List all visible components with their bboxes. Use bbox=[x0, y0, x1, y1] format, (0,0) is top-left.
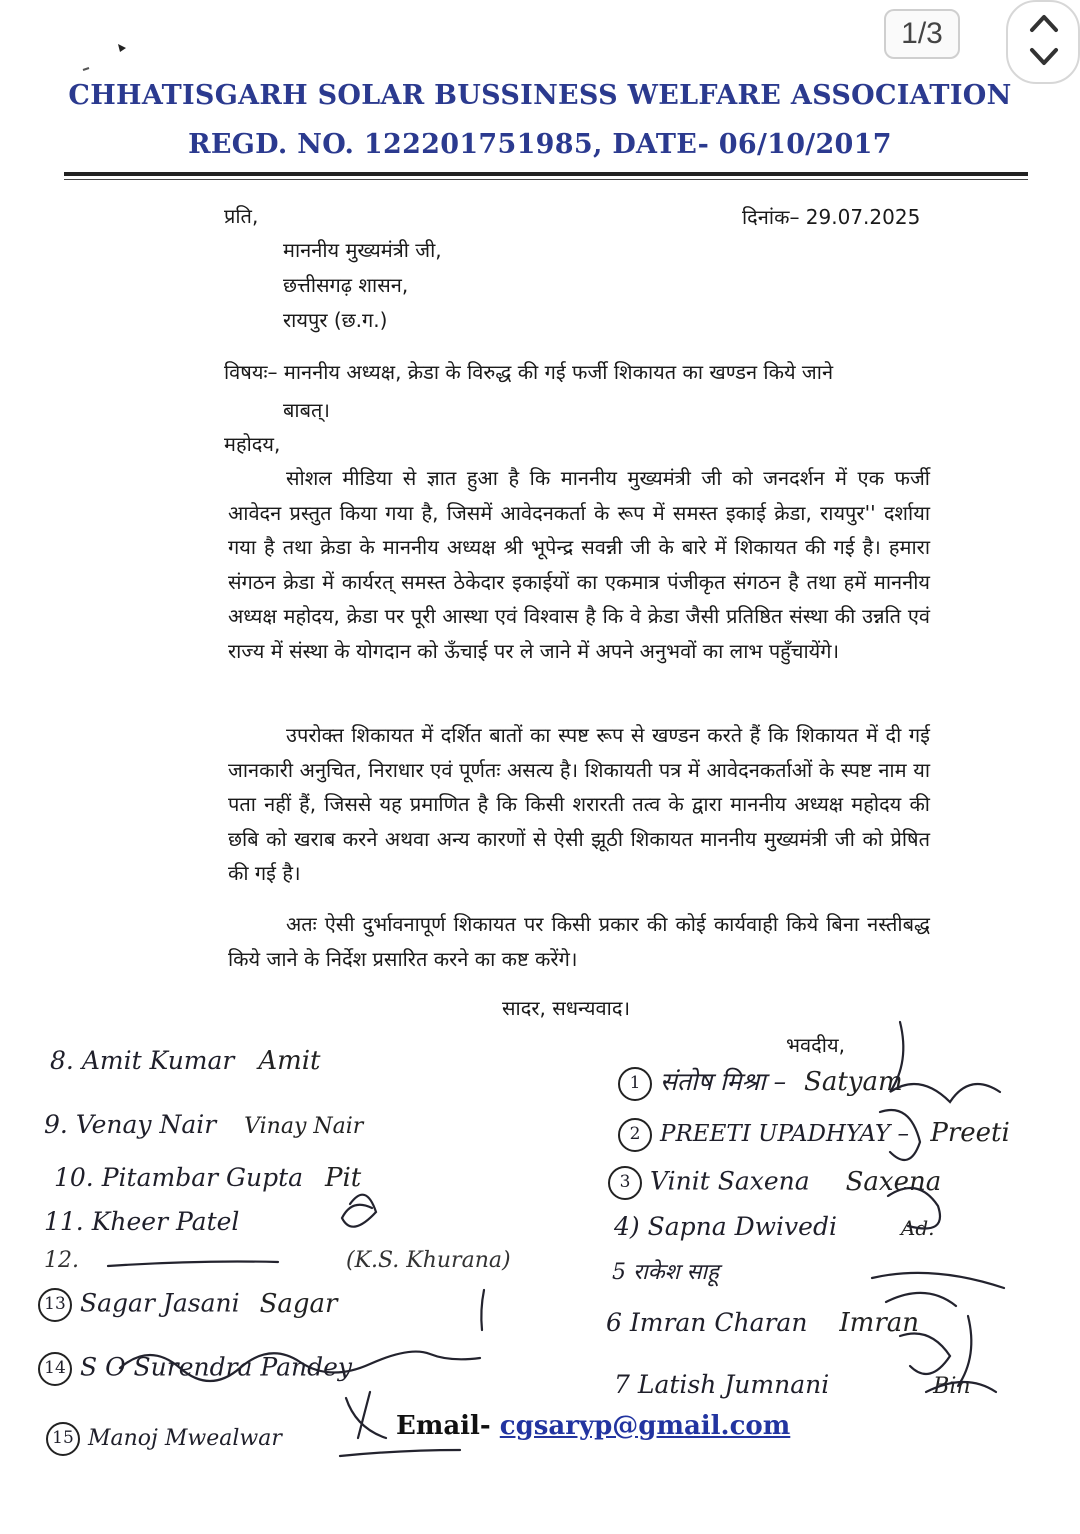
signatory-2: 2 PREETI UPADHYAY – Preeti bbox=[618, 1118, 1010, 1152]
signatory-4: 4) Sapna Dwivedi Ad. bbox=[614, 1212, 935, 1241]
subject-line-2: बाबत्। bbox=[283, 398, 330, 422]
signatory-14: 14 S O Surendra Pandey bbox=[38, 1352, 352, 1386]
recipient-line-1: माननीय मुख्यमंत्री जी, bbox=[283, 238, 442, 262]
signatory-7: 7 Latish Jumnani Bin bbox=[614, 1370, 971, 1399]
footer-email bbox=[396, 1411, 790, 1441]
recipient-line-3: रायपुर (छ.ग.) bbox=[283, 308, 388, 332]
signature: Bin bbox=[933, 1374, 971, 1399]
signatory-9: 9. Venay Nair Vinay Nair bbox=[44, 1110, 364, 1139]
signatory-8: 8. Amit Kumar Amit bbox=[50, 1046, 321, 1076]
organization-name: CHHATISGARH SOLAR BUSSINESS WELFARE ASSOCIATION bbox=[68, 80, 1012, 111]
signatory-11: 11. Kheer Patel bbox=[44, 1207, 240, 1236]
signature: Amit bbox=[258, 1046, 321, 1076]
to-label: प्रति, bbox=[224, 204, 259, 228]
signature: Imran bbox=[839, 1308, 919, 1338]
signature: Vinay Nair bbox=[244, 1114, 364, 1139]
signatory-10: 10. Pitambar Gupta Pit bbox=[54, 1163, 362, 1193]
body-paragraph-1: सोशल मीडिया से ज्ञात हुआ है कि माननीय मुख्यमंत्री जी को जनदर्शन में एक फर्जी आवेदन प्रस्तुत किया गया है, जिसमें आवेदनकर्ता के रूप में समस्त इकाई क्रेडा, रायपुर'' दर्शाया गया है तथा क्रेडा के माननीय अध्यक्ष श्री भूपेन्द्र सवन्नी जी के बारे में शिकायत की गई है। हमारा संगठन क्रेडा में कार्यरत् समस्त ठेकेदार इकाईयों का एकमात्र पंजीकृत संगठन है तथा हमें माननीय अध्यक्ष महोदय, क्रेडा पर पूरी आस्था एवं विश्वास है कि वे क्रेडा जैसी प्रतिष्ठित संस्था की उन्नति एवं राज्य में संस्था के योगदान को ऊँचाई पर ले जाने में अपने अनुभवों का लाभ पहुँचायेंगे। bbox=[228, 466, 930, 663]
signatory-13: 13 Sagar Jasani Sagar bbox=[38, 1288, 337, 1322]
recipient-line-2: छत्तीसगढ़ शासन, bbox=[283, 273, 409, 297]
email-link[interactable]: cgsaryp@gmail.com bbox=[499, 1411, 791, 1441]
email-label: Email- bbox=[396, 1411, 500, 1441]
subject-line-1: विषयः– माननीय अध्यक्ष, क्रेडा के विरुद्ध की गई फर्जी शिकायत का खण्डन किये जाने bbox=[224, 360, 834, 384]
page-indicator: 1/3 bbox=[884, 9, 960, 59]
sign-off: भवदीय, bbox=[786, 1033, 845, 1057]
signatory-12: 12. (K.S. Khurana) bbox=[44, 1248, 511, 1273]
closing-text: सादर, सधन्यवाद। bbox=[502, 996, 631, 1020]
body-paragraph-2: उपरोक्त शिकायत में दर्शित बातों का स्पष्ट रूप से खण्डन करते हैं कि शिकायत में दी गई जानकारी अनुचित, निराधार एवं पूर्णतः असत्य है। शिकायती पत्र में आवेदनकर्ताओं के स्पष्ट नाम या पता नहीं हैं, जिससे यह प्रमाणित है कि किसी शरारती तत्व के द्वारा माननीय अध्यक्ष महोदय की छबि को खराब करने अथवा अन्य कारणों से ऐसी झूठी शिकायत माननीय मुख्यमंत्री जी को प्रेषित की गई है। bbox=[228, 723, 930, 885]
salutation: महोदय, bbox=[224, 432, 281, 456]
letter-date: दिनांक– 29.07.2025 bbox=[742, 205, 921, 229]
chevron-up-icon[interactable] bbox=[1026, 8, 1062, 38]
signatory-5: 5 राकेश साहू bbox=[612, 1260, 719, 1285]
chevron-down-icon[interactable] bbox=[1026, 42, 1062, 72]
body-paragraph-3: अतः ऐसी दुर्भावनापूर्ण शिकायत पर किसी प्रकार की कोई कार्यवाही किये बिना नस्तीबद्ध किये जाने के निर्देश प्रसारित करने का कष्ट करेंगे। bbox=[228, 912, 930, 971]
signature: Saxena bbox=[845, 1166, 942, 1197]
signatory-3: 3 Vinit Saxena Saxena bbox=[608, 1166, 941, 1200]
registration-number: REGD. NO. 122201751985, DATE- 06/10/2017 bbox=[188, 129, 892, 160]
page-nav-control bbox=[1006, 0, 1080, 84]
signature: Satyam bbox=[804, 1067, 903, 1097]
header-divider bbox=[64, 172, 1028, 176]
signature: Pit bbox=[324, 1163, 362, 1193]
signatory-1: 1 संतोष मिश्रा – Satyam bbox=[618, 1064, 903, 1101]
signature: Ad. bbox=[900, 1216, 935, 1240]
signatory-15: 15 Manoj Mwealwar bbox=[46, 1422, 282, 1456]
signature: Sagar bbox=[259, 1288, 338, 1319]
signature: Preeti bbox=[930, 1118, 1010, 1148]
header-divider-thin bbox=[64, 179, 1028, 180]
signatory-6: 6 Imran Charan Imran bbox=[606, 1308, 919, 1338]
